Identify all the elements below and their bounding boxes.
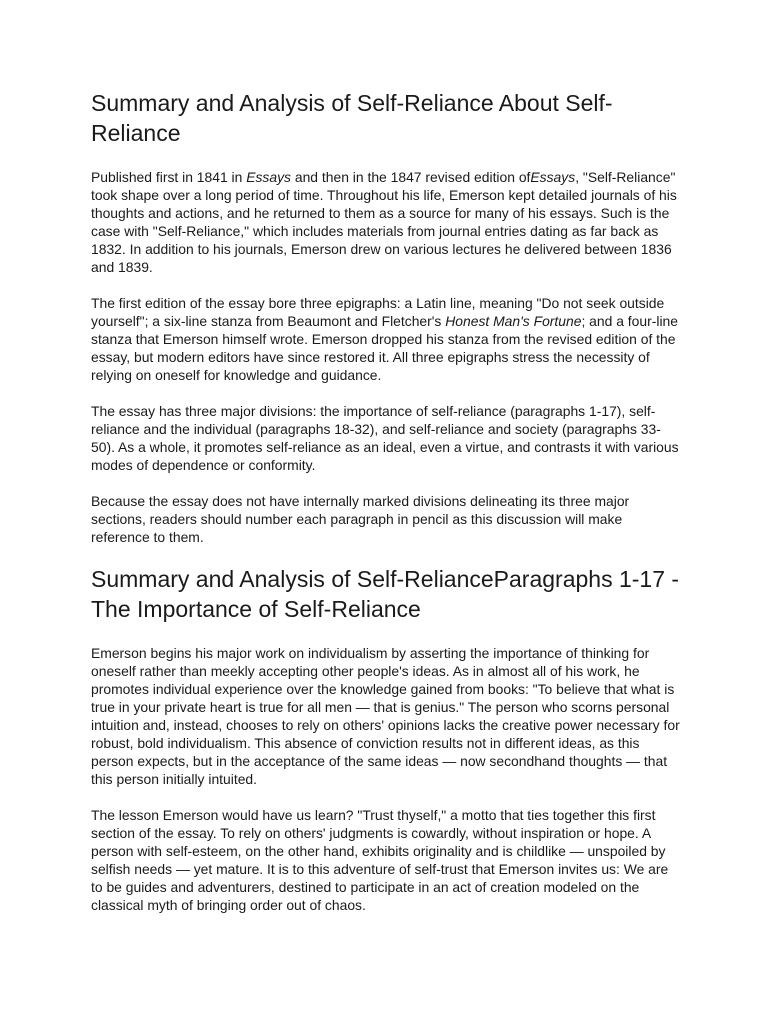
text-run: ; and a four-line stanza that Emerson himself wrote. Emerson dropped his stanza from the revised edition of the essay, but modern editors have since restored it. All three epigraphs stress the necessity of relying on oneself for knowledge and guidance. <box>91 313 678 383</box>
paragraph-numbering-note: Because the essay does not have internally marked divisions delineating its three major sections, readers should number each paragraph in pencil as this discussion will make reference to them. <box>91 493 630 545</box>
italic-title-essays: Essays <box>246 169 291 185</box>
paragraph-individualism: Emerson begins his major work on individualism by asserting the importance of thinking for oneself rather than meekly accepting other people's ideas. As in almost all of his work, he promotes individual experience over the knowledge gained from books: "To believe that what is true in your private heart is true for all men — that is genius." The person who scorns personal intuition and, instead, chooses to rely on others' opinions lacks the creative power necessary for robust, bold individualism. This absence of conviction results not in different ideas, as this person expects, but in the acceptance of the same ideas — now secondhand thoughts — that this person initially intuited. <box>91 645 680 787</box>
section-heading-about: Summary and Analysis of Self-Reliance About Self-Reliance <box>91 90 613 146</box>
text-run: The first edition of the essay bore three epigraphs: a Latin line, meaning "Do not seek outside yourself"; a six-line stanza from Beaumont and Fletcher's <box>91 295 665 329</box>
italic-title-essays: Essays <box>530 169 576 185</box>
section-heading-paragraphs-1-17: Summary and Analysis of Self-RelianceParagraphs 1-17 - The Importance of Self-Reliance <box>91 566 680 622</box>
paragraph-epigraphs <box>91 294 683 384</box>
text-run: Published first in 1841 in <box>91 169 247 185</box>
text-run: and then in the 1847 revised edition of <box>291 169 531 185</box>
italic-title-honest-mans-fortune: Honest Man's Fortune <box>445 313 582 329</box>
paragraph-trust-thyself: The lesson Emerson would have us learn? "Trust thyself," a motto that ties together this first section of the essay. To rely on others' judgments is cowardly, without inspiration or hope. A person with self-esteem, on the other hand, exhibits originality and is childlike — unspoiled by selfish needs — yet mature. It is to this adventure of self-trust that Emerson invites us: We are to be guides and adventurers, destined to participate in an act of creation modeled on the classical myth of bringing order out of chaos. <box>91 807 669 913</box>
paragraph-publication-history <box>91 168 683 276</box>
text-run: , "Self-Reliance" took shape over a long period of time. Throughout his life, Emerson kept detailed journals of his thoughts and actions, and he returned to them as a source for many of his essays. Such is the case with "Self-Reliance," which includes materials from journal entries dating as far back as 1832. In addition to his journals, Emerson drew on various lectures he delivered between 1836 and 1839. <box>91 169 677 275</box>
paragraph-divisions: The essay has three major divisions: the importance of self-reliance (paragraphs 1-17), self-reliance and the individual (paragraphs 18-32), and self-reliance and society (paragraphs 33-50). As a whole, it promotes self-reliance as an ideal, even a virtue, and contrasts it with various modes of dependence or conformity. <box>91 403 679 473</box>
document-page <box>91 88 683 932</box>
